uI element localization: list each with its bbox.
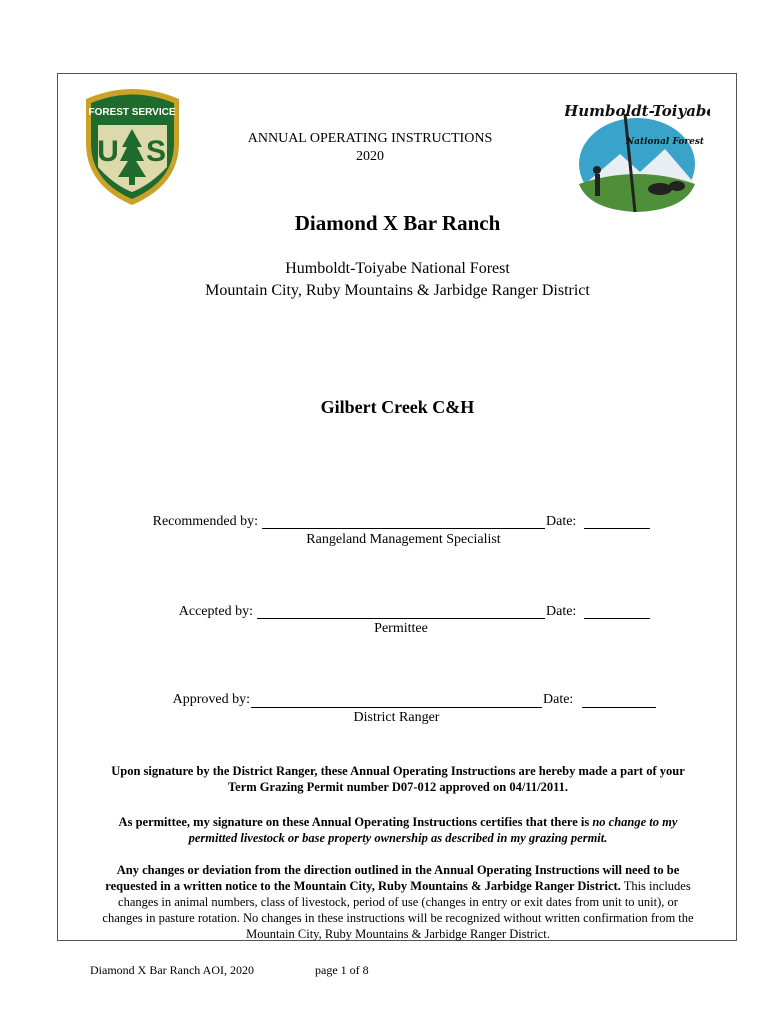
forest-logo-title: Humboldt-Toiyabe xyxy=(565,102,710,120)
recommended-by-signature-line[interactable] xyxy=(262,528,545,529)
allotment-name: Gilbert Creek C&H xyxy=(320,397,475,417)
district-name: Mountain City, Ruby Mountains & Jarbidge Ranger District xyxy=(205,282,590,299)
accepted-date-line[interactable] xyxy=(584,618,650,619)
changes-line-3: changes in animal numbers, class of livestock, period of use (changes in entry or exit dates from unit to unit), or xyxy=(118,895,678,909)
forest-service-top-text: FOREST SERVICE xyxy=(88,107,176,118)
document-type-title: ANNUAL OPERATING INSTRUCTIONS xyxy=(247,131,493,146)
recommended-by-label: Recommended by: xyxy=(152,514,258,529)
approved-date-label: Date: xyxy=(543,692,574,707)
changes-line-5: Mountain City, Ruby Mountains & Jarbidge Ranger District. xyxy=(246,927,550,941)
certification-paragraph xyxy=(62,814,734,846)
approved-by-role: District Ranger xyxy=(353,710,440,725)
accepted-date-label: Date: xyxy=(546,604,577,619)
certification-line-1-italic: no change to my xyxy=(592,815,678,829)
forest-name: Humboldt-Toiyabe National Forest xyxy=(285,260,510,277)
permit-statement-line-1: Upon signature by the District Ranger, these Annual Operating Instructions are hereby made a part of your xyxy=(111,764,685,778)
recommended-date-label: Date: xyxy=(546,514,577,529)
changes-line-4: changes in pasture rotation. No changes in these instructions will be recognized without written confirmation from the xyxy=(102,911,694,925)
accepted-by-label: Accepted by: xyxy=(178,604,253,619)
accepted-by-signature-line[interactable] xyxy=(257,618,545,619)
forest-service-shield-icon xyxy=(80,85,185,207)
recommended-by-role: Rangeland Management Specialist xyxy=(306,532,501,547)
approved-by-label: Approved by: xyxy=(172,692,250,707)
forest-service-letter-u: U xyxy=(97,135,119,168)
recommended-date-line[interactable] xyxy=(584,528,650,529)
document-year: 2020 xyxy=(356,149,384,164)
changes-line-2-regular: This includes xyxy=(620,879,691,893)
certification-line-1-bold: As permittee, my signature on these Annual Operating Instructions certifies that there is xyxy=(118,815,593,829)
certification-line-2-italic: permitted livestock or base property ownership as described in my grazing permit. xyxy=(188,831,608,845)
permit-statement-line-2: Term Grazing Permit number D07-012 approved on 04/11/2011. xyxy=(227,780,569,794)
humboldt-toiyabe-logo-icon xyxy=(565,94,710,214)
forest-service-letter-s: S xyxy=(145,135,167,168)
footer-document-reference: Diamond X Bar Ranch AOI, 2020 xyxy=(90,963,254,977)
changes-line-2-bold: requested in a written notice to the Mountain City, Ruby Mountains & Jarbidge Ranger District. xyxy=(105,879,621,893)
accepted-by-role: Permittee xyxy=(374,621,428,636)
forest-logo-subtitle: National Forest xyxy=(625,137,705,147)
ranch-name: Diamond X Bar Ranch xyxy=(294,211,501,235)
approved-by-signature-line[interactable] xyxy=(251,707,542,708)
changes-line-1: Any changes or deviation from the direction outlined in the Annual Operating Instructions will need to be xyxy=(116,863,680,877)
permit-statement-paragraph xyxy=(62,763,734,795)
changes-paragraph xyxy=(62,862,734,942)
approved-date-line[interactable] xyxy=(582,707,656,708)
footer-page-number: page 1 of 8 xyxy=(315,963,369,977)
